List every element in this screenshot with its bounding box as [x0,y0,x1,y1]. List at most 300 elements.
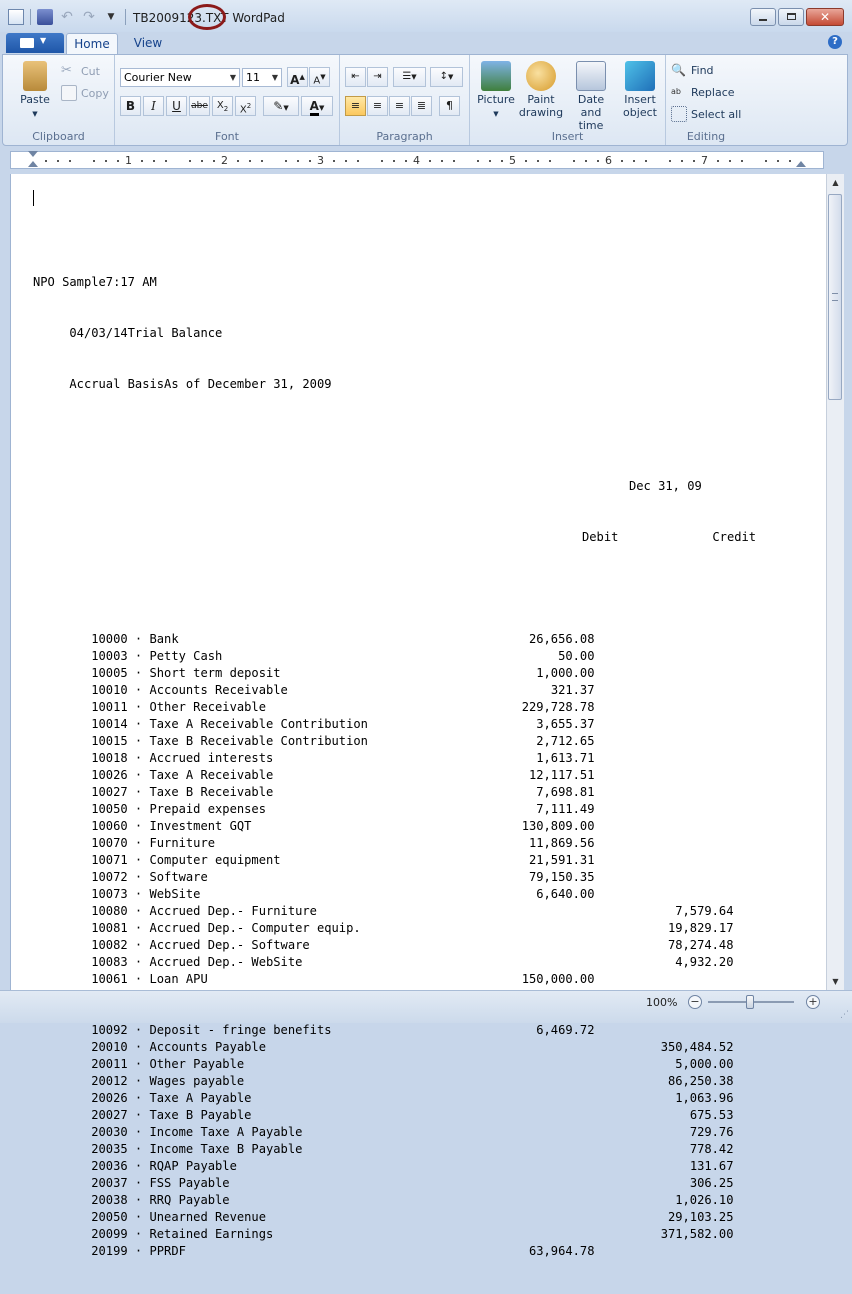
object-icon [625,61,655,91]
highlight-color-button[interactable] [263,96,299,116]
vertical-scrollbar[interactable] [826,174,844,990]
ruler-tick [45,160,47,162]
row-indent [33,1040,91,1054]
row-indent [33,1159,91,1173]
replace-button[interactable] [671,84,735,100]
debit-header: Debit [582,530,619,544]
ruler-tick [357,160,359,162]
credit-amount: 78,274.48 [667,938,734,952]
zoom-level[interactable]: 100% [646,996,678,1009]
blank-line [33,580,756,597]
ruler-tick [333,160,335,162]
row-indent [33,717,91,731]
copy-icon [61,85,77,101]
cut-label: Cut [81,64,100,78]
close-button[interactable] [806,8,844,26]
account-name: Prepaid expenses [149,802,266,816]
ruler-tick [585,160,587,162]
table-row [33,1175,756,1192]
row-separator: · [127,870,150,884]
font-family-value: Courier New [124,71,192,84]
credit-amount: 729.76 [689,1125,734,1139]
credit-amount: 1,026.10 [675,1193,734,1207]
application-menu-button[interactable] [6,33,64,53]
credit-amount: 86,250.38 [667,1074,734,1088]
account-name: WebSite [149,887,201,901]
debit-amount: 1,000.00 [536,666,595,680]
debit-amount: 1,613.71 [536,751,595,765]
row-separator: · [127,921,150,935]
font-size-value: 11 [246,71,260,84]
report-header-line: NPO Sample7:17 AM [33,275,157,289]
row-indent [33,1210,91,1224]
table-row [33,971,756,988]
paragraph-icon: ¶ [446,99,453,112]
account-number: 10011 [91,700,128,714]
paste-icon [23,61,47,91]
ruler-tick [393,160,395,162]
credit-amount: 7,579.64 [675,904,734,918]
debit-amount: 7,698.81 [536,785,595,799]
window-controls [750,8,844,26]
paragraph-settings-button[interactable] [439,96,460,116]
account-number: 20035 [91,1142,128,1156]
ruler-tick [573,160,575,162]
table-row [33,733,756,750]
account-number: 20030 [91,1125,128,1139]
account-number: 10060 [91,819,128,833]
ruler-tick [741,160,743,162]
account-name: FSS Payable [149,1176,230,1190]
bullet-list-icon: ☰ [402,71,412,82]
credit-amount: 675.53 [689,1108,734,1122]
table-row [33,937,756,954]
find-label: Find [691,63,714,77]
account-name: Accrued Dep.- Software [149,938,310,952]
row-separator: · [127,683,150,697]
account-number: 10082 [91,938,128,952]
ribbon [2,54,848,146]
ruler-tick [201,160,203,162]
ruler-tick [237,160,239,162]
hanging-indent-marker[interactable] [28,161,38,167]
account-number: 10026 [91,768,128,782]
row-separator: · [127,751,150,765]
ruler-tick [117,160,119,162]
row-indent [33,1142,91,1156]
scrollbar-thumb[interactable] [828,194,842,400]
title-file-extension: .TXT [202,11,229,25]
report-header-line: 04/03/14Trial Balance [33,326,223,340]
font-group [115,55,340,145]
insert-group [470,55,666,145]
row-indent [33,1057,91,1071]
font-family-select[interactable] [120,68,240,87]
zoom-slider-thumb[interactable] [746,995,754,1009]
wordpad-app-icon[interactable] [8,9,24,25]
first-line-indent-marker[interactable] [28,151,38,157]
row-separator: · [127,1142,150,1156]
debit-amount: 3,655.37 [536,717,595,731]
align-right-button[interactable] [389,96,410,116]
ruler-tick [261,160,263,162]
row-indent [33,683,91,697]
customize-toolbar-icon[interactable]: ▼ [107,12,115,22]
row-indent [33,921,91,935]
table-row [33,903,756,920]
right-indent-marker[interactable] [796,161,806,167]
account-number: 20199 [91,1244,128,1258]
row-indent [33,1091,91,1105]
row-separator: · [127,1023,150,1037]
table-row [33,784,756,801]
row-indent [33,972,91,986]
ruler-tick [717,160,719,162]
debit-amount: 150,000.00 [521,972,595,986]
row-separator: · [127,717,150,731]
ruler-tick [477,160,479,162]
blank-line [33,427,756,444]
row-indent [33,870,91,884]
table-row [33,920,756,937]
debit-amount: 63,964.78 [528,1244,595,1258]
ruler-tick [729,160,731,162]
account-number: 10000 [91,632,128,646]
trial-balance-rows [33,631,756,1260]
ruler-number: 1 [125,154,132,167]
table-row [33,886,756,903]
date-time-button[interactable] [566,61,616,132]
application-menu-icon [20,38,34,48]
datetime-label-line1: Date and [577,93,605,119]
ribbon-tab-row [0,32,852,54]
table-row [33,1107,756,1124]
document-area[interactable] [10,174,827,1258]
chevron-down-icon: ▼ [493,110,499,118]
select-all-button[interactable] [671,106,741,122]
account-name: RQAP Payable [149,1159,237,1173]
replace-label: Replace [691,85,735,99]
font-size-select[interactable] [242,68,282,87]
table-row [33,869,756,886]
row-separator: · [127,785,150,799]
account-name: Accounts Receivable [149,683,288,697]
row-indent [33,938,91,952]
ruler-tick [297,160,299,162]
table-row [33,767,756,784]
account-name: Taxe A Receivable Contribution [149,717,368,731]
insert-object-button[interactable] [618,61,662,119]
debit-amount: 321.37 [550,683,595,697]
decrease-indent-button[interactable]: ⇤ [345,67,366,87]
row-indent [33,819,91,833]
paint-label-line2: drawing [518,106,564,119]
row-indent [33,836,91,850]
row-separator: · [127,853,150,867]
account-name: Accrued interests [149,751,274,765]
shrink-font-button[interactable]: A▼ [309,67,330,87]
paste-button[interactable] [15,61,55,119]
table-row [33,750,756,767]
ruler-tick [525,160,527,162]
paragraph-group [340,55,470,145]
scissors-icon: ✂ [61,63,72,78]
row-indent [33,768,91,782]
clipboard-group [3,55,115,145]
editing-group-label: Editing [686,130,726,143]
debit-amount: 26,656.08 [528,632,595,646]
resize-grip-icon[interactable]: ⋰ [840,1010,849,1020]
credit-amount: 4,932.20 [675,955,734,969]
ruler-tick [501,160,503,162]
account-name: PPRDF [149,1244,186,1258]
account-number: 10018 [91,751,128,765]
cut-button[interactable] [61,63,100,79]
grow-font-button[interactable]: A▲ [287,67,308,87]
undo-icon[interactable]: ↶ [61,9,73,25]
tab-view[interactable]: View [133,36,163,50]
bold-button[interactable]: B [120,96,141,116]
account-name: Bank [149,632,179,646]
row-separator: · [127,768,150,782]
account-name: Taxe B Receivable Contribution [149,734,368,748]
table-row [33,1158,756,1175]
account-name: Software [149,870,208,884]
account-number: 20038 [91,1193,128,1207]
ruler-tick [441,160,443,162]
table-row [33,1192,756,1209]
ruler-tick [633,160,635,162]
ruler[interactable] [10,151,824,169]
row-separator: · [127,1057,150,1071]
help-icon[interactable]: ? [828,35,842,49]
account-number: 10027 [91,785,128,799]
account-name: Petty Cash [149,649,223,663]
account-name: Deposit - fringe benefits [149,1023,332,1037]
tab-home[interactable]: Home [66,33,118,54]
find-button[interactable] [671,62,714,78]
chevron-down-icon: ▼ [271,73,278,82]
account-name: Wages payable [149,1074,245,1088]
table-row [33,1039,756,1056]
row-separator: · [127,938,150,952]
account-name: Income Taxe B Payable [149,1142,303,1156]
account-number: 20037 [91,1176,128,1190]
bullets-button[interactable] [393,67,426,87]
picture-label: Picture [477,93,515,106]
document-text[interactable] [33,240,756,1294]
redo-icon[interactable]: ↷ [83,9,95,25]
table-row [33,1209,756,1226]
account-number: 10072 [91,870,128,884]
account-number: 20011 [91,1057,128,1071]
title-app-name: WordPad [228,11,285,25]
strikethrough-button[interactable]: abe [189,96,210,116]
extension-highlight-circle [188,4,229,30]
font-color-icon: A [310,99,319,116]
account-name: Taxe B Receivable [149,785,274,799]
account-number: 20050 [91,1210,128,1224]
table-row [33,1073,756,1090]
table-row [33,835,756,852]
account-number: 10070 [91,836,128,850]
align-center-button[interactable] [367,96,388,116]
account-number: 20026 [91,1091,128,1105]
account-number: 20099 [91,1227,128,1241]
account-number: 10014 [91,717,128,731]
italic-button[interactable]: I [143,96,164,116]
row-separator: · [127,666,150,680]
account-name: Taxe A Payable [149,1091,252,1105]
row-indent [33,1023,91,1037]
copy-button[interactable] [61,85,109,101]
ruler-tick [213,160,215,162]
insert-group-label: Insert [551,130,584,143]
ruler-tick [381,160,383,162]
paint-drawing-button[interactable] [518,61,564,119]
debit-amount: 6,640.00 [536,887,595,901]
account-name: Furniture [149,836,216,850]
account-number: 10083 [91,955,128,969]
select-all-icon [671,106,687,122]
copy-label: Copy [81,86,109,100]
ruler-tick [69,160,71,162]
account-name: Taxe A Receivable [149,768,274,782]
row-indent [33,632,91,646]
row-indent [33,785,91,799]
justify-button[interactable] [411,96,432,116]
ruler-number: 6 [605,154,612,167]
line-spacing-button[interactable] [430,67,463,87]
row-indent [33,955,91,969]
font-color-button[interactable] [301,96,333,116]
row-separator: · [127,1159,150,1173]
row-indent [33,802,91,816]
report-header-line: Accrual BasisAs of December 31, 2009 [33,377,332,391]
minimize-button[interactable] [750,8,776,26]
increase-indent-button[interactable]: ⇥ [367,67,388,87]
row-separator: · [127,1244,150,1258]
row-separator: · [127,1040,150,1054]
ruler-tick [405,160,407,162]
scroll-down-icon[interactable]: ▼ [832,977,839,986]
paragraph-group-label: Paragraph [376,130,433,143]
credit-header: Credit [712,530,757,544]
account-name: RRQ Payable [149,1193,230,1207]
row-indent [33,1193,91,1207]
table-row [33,1226,756,1243]
ruler-number: 5 [509,154,516,167]
row-indent [33,666,91,680]
ruler-tick [189,160,191,162]
ruler-number: 3 [317,154,324,167]
align-right-icon: ≡ [394,99,405,112]
highlighter-icon: ✎ [273,99,284,113]
ruler-tick [249,160,251,162]
editing-group [666,55,746,145]
row-separator: · [127,734,150,748]
account-name: Loan APU [149,972,208,986]
account-number: 10010 [91,683,128,697]
account-number: 10080 [91,904,128,918]
underline-button[interactable]: U [166,96,187,116]
debit-amount: 21,591.31 [528,853,595,867]
row-separator: · [127,1125,150,1139]
superscript-button[interactable]: $X^2$ [235,96,256,116]
account-number: 10081 [91,921,128,935]
maximize-button[interactable] [778,8,804,26]
datetime-label-line2: time [578,119,604,132]
ruler-tick [429,160,431,162]
ruler-tick [309,160,311,162]
row-separator: · [127,1074,150,1088]
table-row [33,1243,756,1260]
replace-icon: ab [671,87,681,96]
ruler-tick [345,160,347,162]
account-name: Accrued Dep.- Computer equip. [149,921,361,935]
row-separator: · [127,1193,150,1207]
align-left-button[interactable] [345,96,366,116]
row-separator: · [127,836,150,850]
credit-amount: 350,484.52 [660,1040,734,1054]
clipboard-group-label: Clipboard [32,130,85,143]
chevron-down-icon: ▼ [411,73,417,81]
ruler-tick [669,160,671,162]
subscript-button[interactable]: $X_2$ [212,96,233,116]
ruler-tick [765,160,767,162]
ruler-tick [165,160,167,162]
justify-icon: ≣ [416,99,427,112]
row-indent [33,887,91,901]
table-row [33,1022,756,1039]
debit-amount: 11,869.56 [528,836,595,850]
picture-button[interactable] [474,61,518,119]
account-name: Unearned Revenue [149,1210,266,1224]
save-icon[interactable] [37,9,53,25]
account-number: 10015 [91,734,128,748]
credit-amount: 778.42 [689,1142,734,1156]
zoom-in-button[interactable]: + [806,995,820,1009]
picture-icon [481,61,511,91]
zoom-out-button[interactable]: − [688,995,702,1009]
title-file-name: TB2009123 [133,11,203,25]
account-name: Other Payable [149,1057,245,1071]
credit-amount: 1,063.96 [675,1091,734,1105]
ruler-tick [537,160,539,162]
account-number: 10073 [91,887,128,901]
account-number: 10061 [91,972,128,986]
paint-label-line1: Paint [527,93,555,106]
ruler-tick [453,160,455,162]
row-indent [33,1227,91,1241]
row-separator: · [127,802,150,816]
row-indent [33,904,91,918]
chevron-down-icon: ▼ [318,104,325,112]
row-separator: · [127,700,150,714]
ruler-tick [105,160,107,162]
ruler-number: 7 [701,154,708,167]
scroll-up-icon[interactable]: ▲ [832,178,839,187]
chevron-down-icon: ▼ [448,73,454,81]
table-row [33,801,756,818]
table-row [33,665,756,682]
table-row [33,631,756,648]
ruler-tick [141,160,143,162]
ruler-tick [621,160,623,162]
account-name: Income Taxe A Payable [149,1125,303,1139]
table-row [33,1056,756,1073]
column-headers [33,529,756,546]
